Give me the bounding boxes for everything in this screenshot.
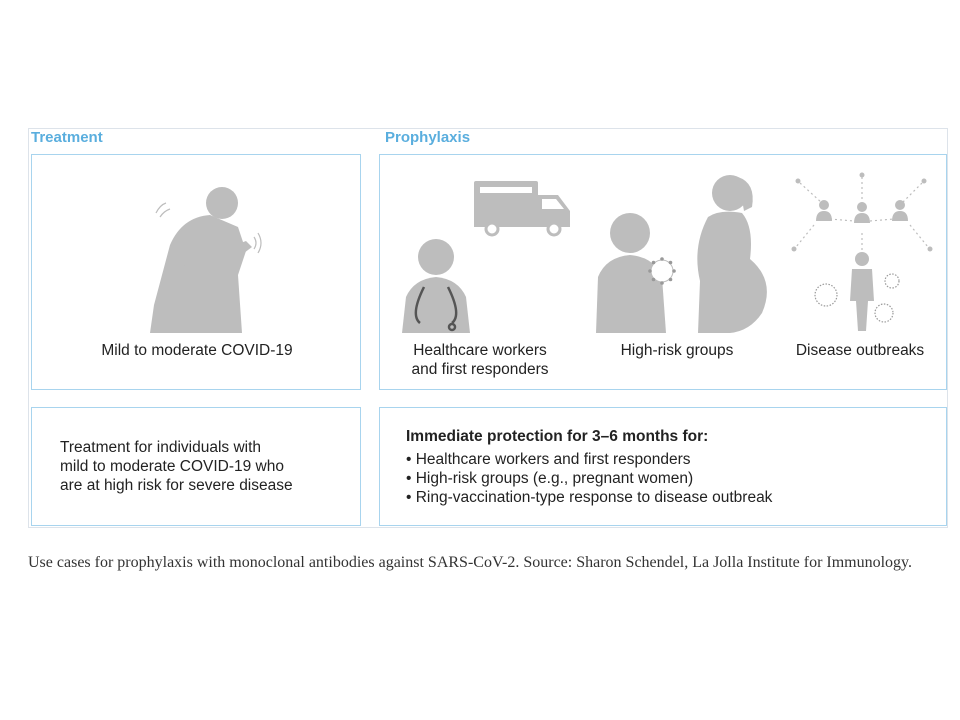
prophylaxis-bullet: • Ring-vaccination-type response to disease outbreak — [406, 489, 773, 506]
treatment-description — [60, 438, 293, 495]
group-label-line: Disease outbreaks — [795, 342, 925, 359]
treatment-description-line: Treatment for individuals with — [60, 439, 262, 456]
group-label-line: High-risk groups — [620, 342, 734, 359]
treatment-description-line: mild to moderate COVID-19 who — [60, 458, 284, 475]
group-label-outbreaks — [774, 341, 946, 360]
prophylaxis-bullet: • Healthcare workers and first responders — [406, 451, 691, 468]
treatment-description-line: are at high risk for severe disease — [60, 477, 293, 494]
prophylaxis-illustration-panel — [379, 154, 947, 390]
prophylaxis-title: Prophylaxis — [385, 129, 471, 146]
treatment-label: Mild to moderate COVID-19 — [101, 342, 293, 359]
group-label-healthcare — [380, 341, 580, 379]
group-label-high-risk — [580, 341, 774, 360]
group-label-line: and first responders — [411, 361, 549, 378]
figure-caption: Use cases for prophylaxis with monoclonal antibodies against SARS-CoV-2. Source: Sharon Schendel, La Jolla Institute for Immunology. — [28, 554, 913, 571]
treatment-description-panel — [31, 407, 361, 526]
prophylaxis-bullet: • High-risk groups (e.g., pregnant women) — [406, 470, 694, 487]
ring-network-outbreak-icon — [774, 155, 946, 335]
prophylaxis-description-panel — [379, 407, 947, 526]
treatment-title: Treatment — [31, 129, 103, 146]
pregnant-woman-virus-icon — [580, 155, 774, 335]
prophylaxis-description — [406, 427, 772, 507]
figure — [28, 128, 948, 528]
treatment-illustration-panel — [31, 154, 361, 390]
healthcare-worker-ambulance-icon — [380, 155, 580, 335]
group-label-line: Healthcare workers — [413, 342, 547, 359]
prophylaxis-heading: Immediate protection for 3–6 months for: — [406, 428, 709, 445]
